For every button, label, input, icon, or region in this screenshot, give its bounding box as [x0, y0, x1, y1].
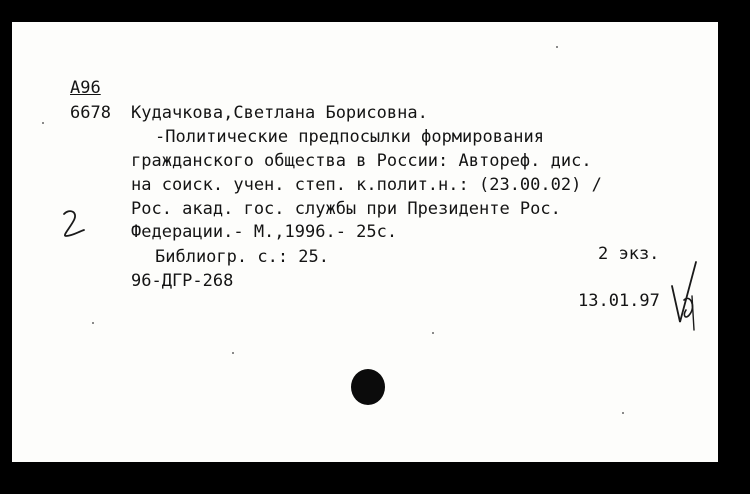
shelfmark: А96: [70, 78, 101, 98]
date-stamp: 13.01.97: [578, 291, 660, 311]
catalog-card: [12, 22, 718, 462]
speck: [622, 412, 624, 414]
speck: [432, 332, 434, 334]
author-heading: Кудачкова,Светлана Борисовна.: [131, 103, 428, 123]
title-line-4: Рос. акад. гос. службы при Президенте Рос.: [131, 199, 561, 219]
speck: [556, 46, 558, 48]
speck: [42, 122, 44, 124]
punch-hole: [351, 369, 385, 405]
handwritten-mark: [56, 206, 96, 246]
handwritten-initials: [668, 256, 708, 336]
title-line-3: на соиск. учен. степ. к.полит.н.: (23.00.02) /: [131, 175, 602, 195]
accession-number: 96-ДГР-268: [131, 271, 234, 291]
speck: [232, 352, 234, 354]
copies-count: 2 экз.: [598, 244, 660, 264]
speck: [92, 322, 94, 324]
record-number: 6678: [70, 103, 111, 123]
title-line-2: гражданского общества в России: Автореф. дис.: [131, 151, 592, 171]
title-line-5: Федерации.- М.,1996.- 25с.: [131, 222, 398, 242]
bibliography-note: Библиогр. с.: 25.: [155, 247, 329, 267]
title-line-1: -Политические предпосылки формирования: [155, 127, 544, 147]
